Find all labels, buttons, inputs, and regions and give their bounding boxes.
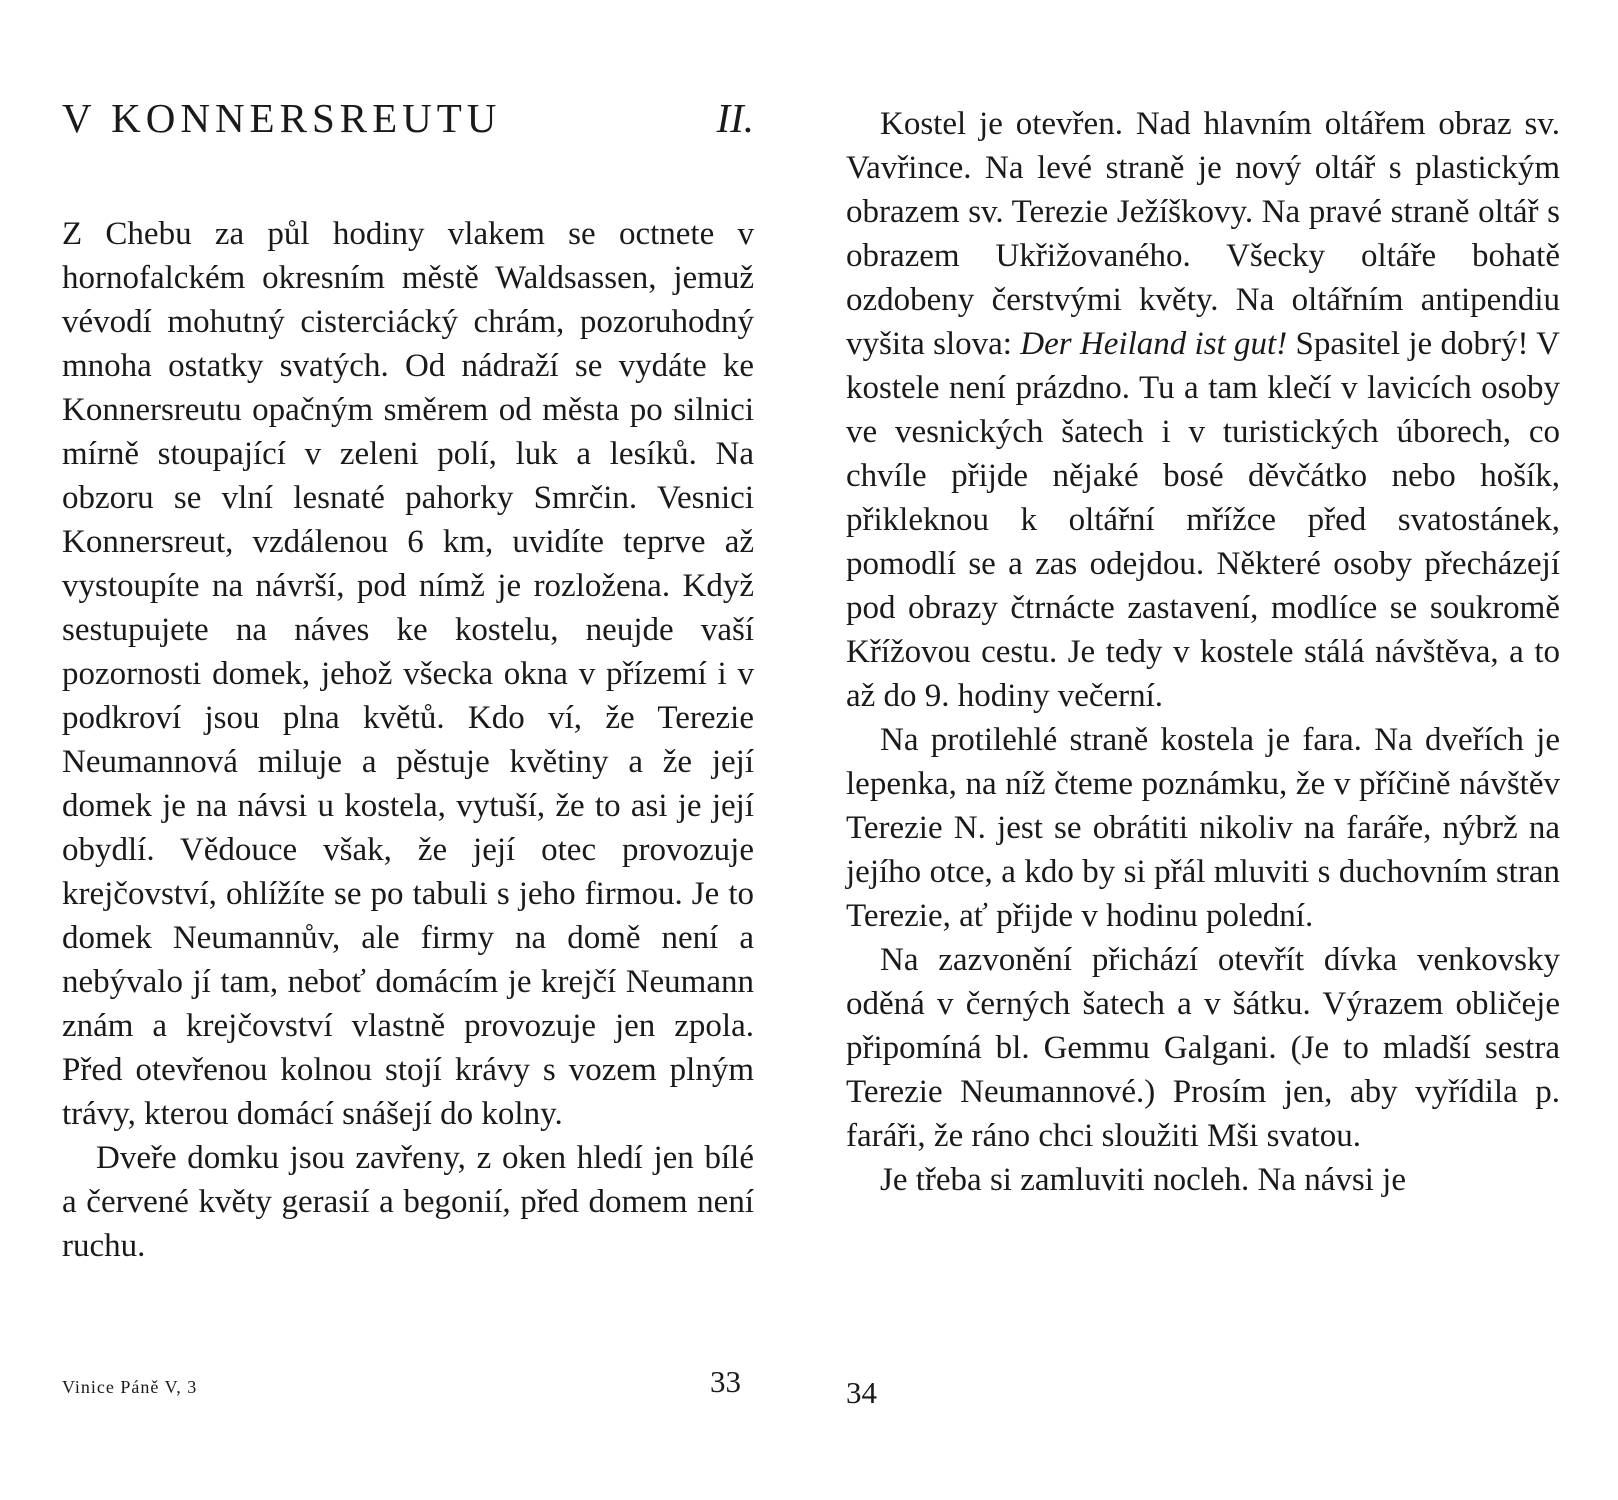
chapter-heading xyxy=(62,88,754,148)
page-number: 33 xyxy=(710,1364,741,1399)
paragraph: Dveře domku jsou zavřeny, z oken hledí jen bílé a červené květy gerasií a begonií, před domem není ruchu. xyxy=(62,1140,754,1264)
paragraph: Z Chebu za půl hodiny vlakem se octnete v hornofalckém okresním městě Waldsassen, jemuž vévodí mohutný cisterciácký chrám, pozoruhodný mnoha ostatky svatých. Od nádraží se vydáte ke Konnersreutu opačným směrem od města po silnici mírně stoupající v zeleni polí, luk a lesíků. Na obzoru se vlní lesnaté pahorky Smrčin. Vesnici Konnersreut, vzdálenou 6 km, uvidíte teprve až vystoupíte na návrší, pod nímž je rozložena. Když sestupujete na náves ke kostelu, neujde vaší pozornosti domek, jehož všecka okna v přízemí i v podkroví jsou plna květů. Kdo ví, že Terezie Neumannová miluje a pěstuje květiny a že její domek je na návsi u kostela, vytuší, že to asi je její obydlí. Vědouce však, že její otec provozuje krejčovství, ohlížíte se po tabuli s jeho firmou. Je to domek Neumannův, ale firmy na domě není a nebývalo jí tam, neboť domácím je krejčí Neumann znám a krejčovství vlastně provozuje jen zpola. Před otevřenou kolnou stojí krávy s vozem plným trávy, kterou domácí snášejí do kolny. xyxy=(62,216,754,1132)
paragraph-text: Spasitel je dobrý! V kostele není prázdno. Tu a tam klečí v lavicích osoby ve vesnických šatech i v turistických úborech, co chvíle přijde nějaké bosé děvčátko nebo hošík, přikleknou k oltářní mřížce před svatostánek, pomodlí se a zas odejdou. Některé osoby přecházejí pod obrazy čtrnácte zastavení, modlíce se soukromě Křížovou cestu. Je tedy v kostele stálá návštěva, a to až do 9. hodiny večerní. xyxy=(846,326,1560,714)
paragraph-text: Kostel je otevřen. Nad hlavním oltářem obraz sv. Vavřince. Na levé straně je nový oltář s plastickým obrazem sv. Terezie Ježíškovy. Na pravé straně oltář s obrazem Ukřižovaného. Všecky oltáře bohatě ozdobeny čerstvými květy. Na oltářním antipendiu vyšita slova: xyxy=(846,106,1560,362)
chapter-title: V KONNERSREUTU xyxy=(62,95,502,141)
footer-signature: Vinice Páně V, 3 xyxy=(62,1377,198,1397)
paragraph: Na protilehlé straně kostela je fara. Na dveřích je lepenka, na níž čteme poznámku, že v příčině návštěv Terezie N. jest se obrátiti nikoliv na faráře, nýbrž na jejího otce, a kdo by si přál mluviti s duchovním stran Terezie, ať přijde v hodinu polední. xyxy=(846,722,1560,934)
page-number: 34 xyxy=(846,1375,877,1410)
chapter-part-number: II. xyxy=(716,95,754,141)
right-page xyxy=(809,0,1618,1500)
right-text-column xyxy=(846,102,1560,1202)
italic-quote: Der Heiland ist gut! xyxy=(1020,326,1288,362)
paragraph: Je třeba si zamluviti nocleh. Na návsi je xyxy=(880,1162,1407,1198)
paragraph: Na zazvonění přichází otevřít dívka venkovsky oděná v černých šatech a v šátku. Výrazem obličeje připomíná bl. Gemmu Galgani. (Je to mladší sestra Terezie Neumannové.) Prosím jen, aby vyřídila p. faráři, že ráno chci sloužiti Mši svatou. xyxy=(846,942,1560,1154)
paragraph xyxy=(846,102,1560,718)
left-text-column xyxy=(62,212,754,1268)
